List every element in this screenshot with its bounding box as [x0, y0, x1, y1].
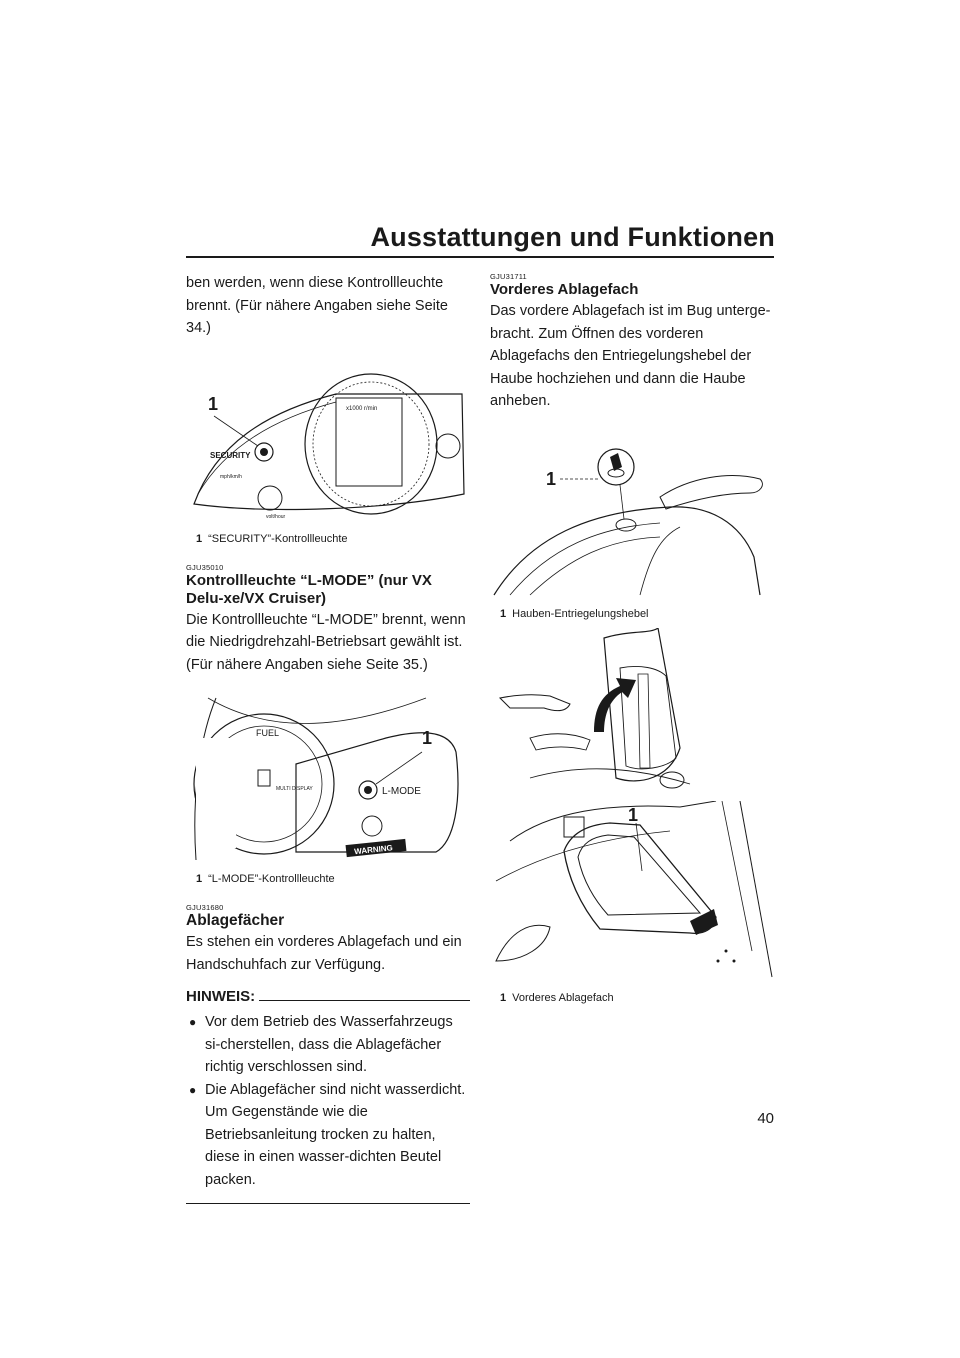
figure1-caption	[196, 533, 470, 545]
warning-label: WARNING	[353, 843, 394, 857]
figure-security-panel	[186, 354, 470, 545]
section-front-code: GJU31711	[490, 272, 527, 281]
title-rule	[186, 256, 774, 258]
section-front-heading: Vorderes Ablagefach	[490, 281, 639, 298]
section-lmode-heading: Kontrollleuchte “L-MODE” (nur VX Delu-xe/VX Cruiser)	[186, 571, 432, 607]
note-item-text: Vor dem Betrieb des Wasserfahrzeugs si-cherstellen, dass die Ablagefächer richtig verschlossen sind.	[205, 1014, 453, 1075]
lmode-panel-illustration	[186, 692, 470, 862]
figure1-caption-text: “SECURITY”-Kontrollleuchte	[208, 532, 348, 545]
figure3-caption	[500, 608, 774, 620]
note-header	[186, 988, 470, 1005]
section-storage-heading: Ablagefächer	[186, 912, 285, 929]
section-storage	[186, 903, 470, 976]
figure2-caption-text: “L-MODE”-Kontrollleuchte	[208, 873, 335, 885]
mph-label: mph/km/h	[220, 473, 242, 480]
figure3-caption-text: Hauben-Entriegelungshebel	[512, 607, 649, 620]
note-rule	[259, 1000, 470, 1001]
note-item	[186, 1079, 470, 1192]
left-column	[186, 272, 470, 1204]
page-title: Ausstattungen und Funktionen	[370, 222, 775, 252]
note-end-rule	[186, 1203, 470, 1204]
section-storage-body: Es stehen ein vorderes Ablagefach und ein Handschuhfach zur Verfügung.	[186, 934, 462, 973]
figure-hood-lever	[490, 427, 774, 620]
volt-label: volt/hour	[266, 513, 286, 520]
security-panel-illustration	[186, 354, 470, 522]
note-box	[186, 988, 470, 1204]
section-lmode-code: GJU35010	[186, 562, 224, 572]
figure-front-storage	[490, 801, 774, 1004]
section-front-body: Das vordere Ablagefach ist im Bug unterge-bracht. Zum Öffnen des vorderen Ablagefachs den Entriegelungshebel der Haube hochziehen und dann die Haube anheben.	[490, 303, 771, 409]
section-storage-code: GJU31680	[186, 903, 224, 912]
figure5-caption-number: 1	[500, 991, 507, 1004]
figure5-callout: 1	[628, 804, 639, 825]
figure3-caption-number: 1	[500, 607, 507, 620]
bullet-icon: ●	[189, 1015, 197, 1029]
bullet-icon: ●	[189, 1082, 197, 1097]
figure3-callout: 1	[546, 468, 557, 489]
section-lmode-body: Die Kontrollleuchte “L-MODE” brennt, wenn die Niedrigdrehzahl-Betriebsart gewählt ist. (Für nähere Angaben siehe Seite 35.)	[186, 611, 466, 673]
figure2-callout: 1	[422, 728, 433, 748]
note-item	[186, 1011, 470, 1079]
right-column	[490, 272, 774, 1004]
hood-lift-illustration	[490, 628, 774, 790]
lmode-label: L-MODE	[382, 786, 421, 797]
note-item-text: Die Ablagefächer sind nicht wasserdicht. Um Gegenstände wie die Betriebsanleitung trocken zu halten, diese in einen wasser-dichten Beutel packen.	[205, 1081, 466, 1188]
figure-hood-lift	[490, 628, 774, 795]
figure2-caption	[196, 873, 470, 885]
rpm-label: x1000 r/min	[346, 405, 378, 412]
multi-display-label: MULTI DISPLAY	[276, 786, 313, 792]
note-label: HINWEIS:	[186, 988, 256, 1005]
page-number: 40	[757, 1110, 774, 1127]
figure2-caption-number: 1	[196, 873, 203, 885]
figure5-caption-text: Vorderes Ablagefach	[512, 991, 614, 1004]
figure1-callout: 1	[208, 393, 219, 414]
security-label: SECURITY	[210, 450, 251, 460]
fuel-label: FUEL	[256, 728, 280, 738]
intro-paragraph: ben werden, wenn diese Kontrollleuchte brennt. (Für nähere Angaben siehe Seite 34.)	[186, 275, 448, 336]
note-list	[186, 1011, 470, 1191]
hood-lever-illustration	[490, 427, 774, 597]
section-lmode	[186, 563, 470, 677]
front-storage-illustration	[490, 801, 774, 981]
figure5-caption	[500, 992, 774, 1004]
figure1-caption-number: 1	[196, 532, 203, 545]
figure-lmode-panel	[186, 692, 470, 885]
section-front-storage	[490, 272, 774, 413]
